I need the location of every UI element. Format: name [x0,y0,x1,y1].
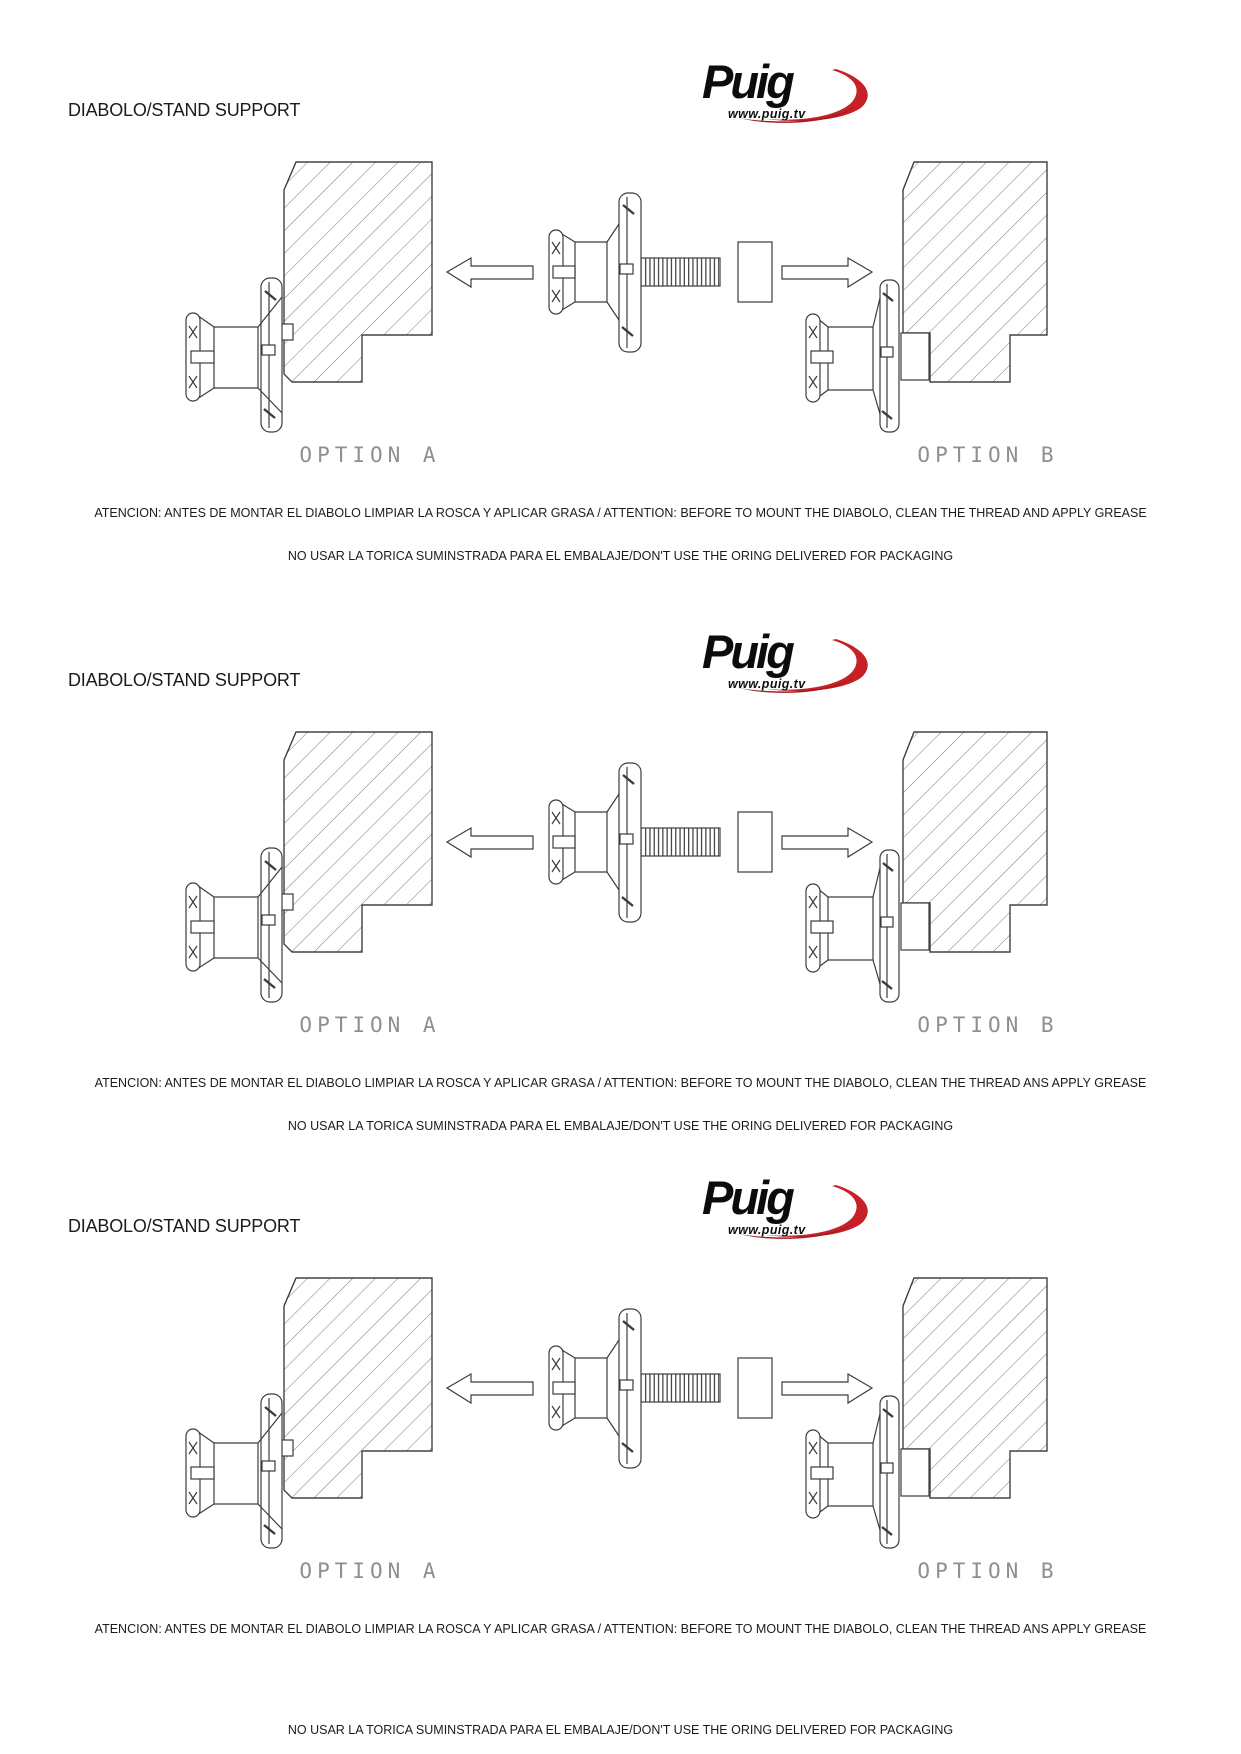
option-b-label: OPTION B [917,443,1059,467]
assembly-diagram [0,130,1241,480]
warning-oring-text: NO USAR LA TORICA SUMINSTRADA PARA EL EMBALAJE/DON'T USE THE ORING DELIVERED FOR PACKAGING [287,1119,954,1133]
logo-brand-text: Puig [702,1171,792,1224]
puig-logo [698,55,878,130]
logo-url-text: www.puig.tv [728,677,806,691]
option-a-label: OPTION A [299,443,441,467]
option-b-label: OPTION B [917,1559,1059,1583]
logo-url-text: www.puig.tv [728,107,806,121]
page-title: DIABOLO/STAND SUPPORT [68,100,301,120]
assembly-diagram [0,1246,1241,1596]
warning-oring-text: NO USAR LA TORICA SUMINSTRADA PARA EL EMBALAJE/DON'T USE THE ORING DELIVERED FOR PACKAGING [287,549,954,563]
option-b-label: OPTION B [917,1013,1059,1037]
page-title: DIABOLO/STAND SUPPORT [68,1216,301,1236]
page-title: DIABOLO/STAND SUPPORT [68,670,301,690]
warning-oring-text: NO USAR LA TORICA SUMINSTRADA PARA EL EMBALAJE/DON'T USE THE ORING DELIVERED FOR PACKAGING [287,1723,954,1737]
assembly-diagram [0,700,1241,1050]
instruction-section-2 [0,625,1241,1195]
logo-brand-text: Puig [702,55,792,108]
instruction-section-1 [0,55,1241,625]
instruction-section-3 [0,1171,1241,1741]
option-a-label: OPTION A [299,1013,441,1037]
logo-url-text: www.puig.tv [728,1223,806,1237]
puig-logo [698,625,878,700]
warning-grease-text: ATENCION: ANTES DE MONTAR EL DIABOLO LIMPIAR LA ROSCA Y APLICAR GRASA / ATTENTION: BEFORE TO MOUNT THE DIABOLO, CLEAN THE THREAD ANS APPLY GREASE [94,1622,1147,1636]
warning-grease-text: ATENCION: ANTES DE MONTAR EL DIABOLO LIMPIAR LA ROSCA Y APLICAR GRASA / ATTENTION: BEFORE TO MOUNT THE DIABOLO, CLEAN THE THREAD ANS APPLY GREASE [94,1076,1147,1090]
logo-brand-text: Puig [702,625,792,678]
warning-grease-text: ATENCION: ANTES DE MONTAR EL DIABOLO LIMPIAR LA ROSCA Y APLICAR GRASA / ATTENTION: BEFORE TO MOUNT THE DIABOLO, CLEAN THE THREAD AND APPLY GREASE [94,506,1147,520]
puig-logo [698,1171,878,1246]
option-a-label: OPTION A [299,1559,441,1583]
